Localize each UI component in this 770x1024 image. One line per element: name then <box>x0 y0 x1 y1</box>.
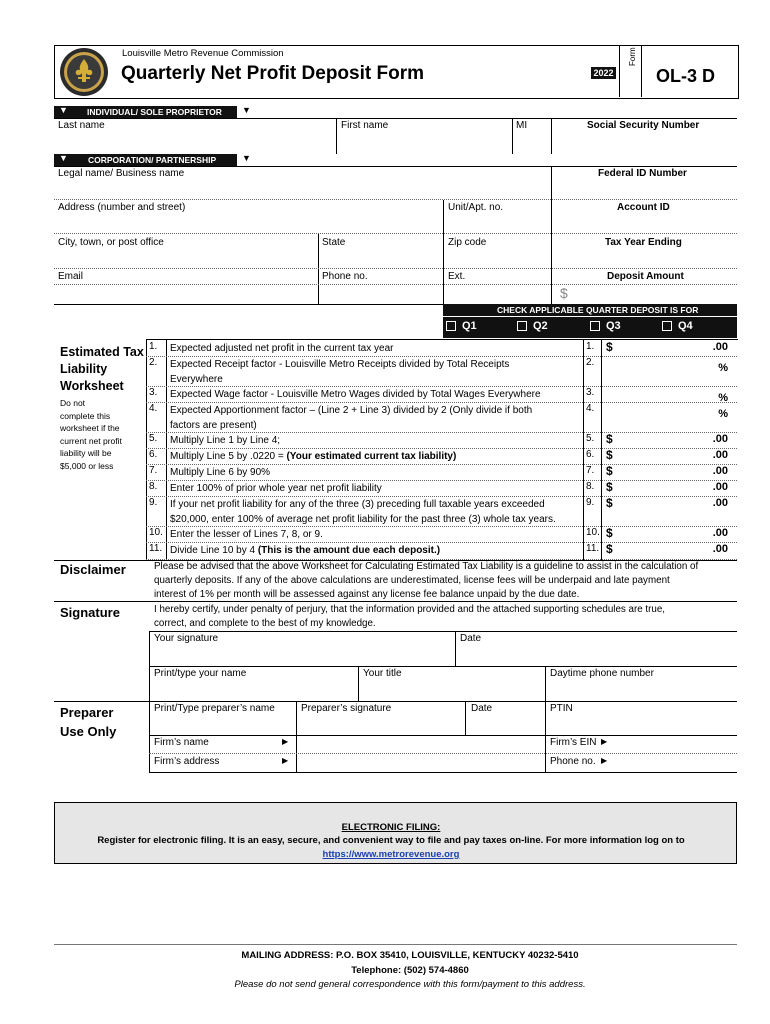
last-name-input[interactable] <box>55 132 335 152</box>
form-title: Quarterly Net Profit Deposit Form <box>121 63 424 84</box>
ws-line-text-main: Expected Receipt factor - Louisville Metro Receipts divided by Total Receipts <box>170 359 510 370</box>
corporation-label: CORPORATION/ PARTNERSHIP <box>88 155 217 165</box>
ws-line-text-bold: (Your estimated current tax liability) <box>286 451 457 462</box>
deposit-amount-input[interactable] <box>572 285 736 303</box>
header-divider <box>619 45 620 97</box>
ws-line-input[interactable] <box>620 481 700 494</box>
ws-line-number: 9. <box>149 497 158 508</box>
ws-line-number: 2. <box>149 357 158 368</box>
ws-line-ref: 2. <box>586 357 595 368</box>
mi-input[interactable] <box>513 132 550 152</box>
individual-arrow-left: ▼ <box>59 105 68 115</box>
state-input[interactable] <box>319 249 442 267</box>
worksheet-note <box>60 397 122 472</box>
quarter-divider <box>443 316 737 317</box>
section-divider <box>54 701 737 702</box>
ws-line-text-main: Divide Line 10 by 4 <box>170 545 258 556</box>
state-label: State <box>322 237 346 248</box>
triangle-right-icon: ▶ <box>601 756 608 765</box>
ptin-input[interactable] <box>546 715 736 733</box>
ws-line-dollar: $ <box>606 340 613 354</box>
efiling-text: Register for electronic filing. It is an easy, secure, and convenient way to file and pay taxes on-line. For more information log on to <box>97 835 685 846</box>
row-divider <box>54 118 737 119</box>
q1-label: Q1 <box>462 320 477 332</box>
ws-line-number: 10. <box>149 527 163 538</box>
ws-line-text-main: Multiply Line 6 by 90% <box>170 467 271 478</box>
phone-input[interactable] <box>319 285 442 303</box>
worksheet-note-line: $5,000 or less <box>60 460 114 471</box>
individual-label: INDIVIDUAL/ SOLE PROPRIETOR <box>87 107 222 117</box>
triangle-right-icon: ▶ <box>601 737 608 746</box>
ws-line-input[interactable] <box>620 387 700 400</box>
ws-line-ref: 1. <box>586 341 595 352</box>
worksheet-note-line: complete this <box>60 410 111 421</box>
ws-line-text <box>170 403 532 418</box>
ws-line-value: % <box>718 392 728 404</box>
your-signature-label: Your signature <box>154 633 219 644</box>
worksheet-title <box>60 344 144 395</box>
ws-line-input[interactable] <box>620 357 700 384</box>
firm-address-label: Firm’s address <box>154 756 220 767</box>
zip-label: Zip code <box>448 237 487 248</box>
ws-line-text-main: If your net profit liability for any of the three (3) preceding full taxable years exceeded <box>170 499 545 510</box>
ws-line-value: % <box>718 408 728 420</box>
daytime-phone-input[interactable] <box>546 680 736 700</box>
your-title-label: Your title <box>363 668 402 679</box>
legal-name-input[interactable] <box>55 180 550 198</box>
ws-line-value: .00 <box>712 527 728 539</box>
q2-label: Q2 <box>533 320 548 332</box>
seal-logo <box>59 47 109 97</box>
worksheet-title-l3: Worksheet <box>60 379 124 393</box>
agency-name: Louisville Metro Revenue Commission <box>122 48 284 59</box>
ws-line-number: 7. <box>149 465 158 476</box>
ws-line-text-main: Enter 100% of prior whole year net profit liability <box>170 483 382 494</box>
corporation-arrow-right: ▼ <box>242 153 251 163</box>
disclaimer-line: interest of 1% per month will be assessed against any license fee balance unpaid by the due date. <box>154 589 580 600</box>
ws-line-text-cont: $20,000, enter 100% of average net profit liability for the past three (3) whole tax years. <box>170 514 556 525</box>
q1-checkbox[interactable] <box>446 320 477 332</box>
ws-line-text-main: Multiply Line 1 by Line 4; <box>170 435 281 446</box>
v-divider <box>545 701 546 772</box>
corporation-arrow-left: ▼ <box>59 153 68 163</box>
ws-line-ref: 10. <box>586 527 600 538</box>
email-input[interactable] <box>55 285 317 303</box>
triangle-right-icon: ▶ <box>282 756 289 765</box>
footer-rule <box>54 944 737 945</box>
ws-line-text-main: Expected adjusted net profit in the current tax year <box>170 343 394 354</box>
ptin-label: PTIN <box>550 703 573 714</box>
efiling-title: ELECTRONIC FILING: <box>341 822 441 833</box>
footer-note: Please do not send general correspondence with this form/payment to this address. <box>234 979 586 990</box>
fein-input[interactable] <box>552 180 736 198</box>
worksheet-note-line: Do not <box>60 398 86 408</box>
form-label: Form <box>628 47 637 66</box>
ws-line-number: 11. <box>149 543 163 554</box>
sig-date-input[interactable] <box>456 645 736 665</box>
checkbox-icon <box>662 321 672 331</box>
ws-line-ref: 8. <box>586 481 595 492</box>
ws-line-number: 5. <box>149 433 158 444</box>
worksheet-title-l1: Estimated Tax <box>60 345 144 359</box>
ws-line-input[interactable] <box>620 433 700 446</box>
ws-line-text-cont: Everywhere <box>170 374 223 385</box>
preparer-name-label: Print/Type preparer’s name <box>154 703 275 714</box>
disclaimer-line: quarterly deposits. If any of the above calculations are underestimated, license fees will be underpaid and late payment <box>154 575 670 586</box>
ws-line-text <box>170 527 323 542</box>
firm-name-label: Firm’s name <box>154 737 209 748</box>
phone-label: Phone no. <box>322 271 368 282</box>
ws-line-ref: 3. <box>586 387 595 398</box>
daytime-phone-label: Daytime phone number <box>550 668 654 679</box>
sig-date-label: Date <box>460 633 482 644</box>
ws-line-number: 8. <box>149 481 158 492</box>
ws-line-ref: 6. <box>586 449 595 460</box>
worksheet-note-line: current net profit <box>60 435 122 446</box>
firm-ein-label: Firm’s EIN <box>550 737 597 748</box>
disclaimer-title: Disclaimer <box>60 562 126 577</box>
ws-line-number: 4. <box>149 403 158 414</box>
email-label: Email <box>58 271 84 282</box>
ws-line-value: .00 <box>712 433 728 445</box>
ws-line-text <box>170 341 393 356</box>
q4-checkbox[interactable] <box>662 320 693 332</box>
ws-line-value: .00 <box>712 465 728 477</box>
disclaimer-line: Please be advised that the above Worksheet for Calculating Estimated Tax Liability is a guideline to assist in the calculation of <box>154 561 699 572</box>
preparer-title-l2: Use Only <box>60 724 117 739</box>
row-divider <box>149 631 737 632</box>
preparer-signature-input[interactable] <box>297 715 464 733</box>
preparer-signature-label: Preparer’s signature <box>301 703 392 714</box>
ws-line-input[interactable] <box>620 403 700 430</box>
account-id-input[interactable] <box>552 214 736 232</box>
ws-line-text <box>170 433 280 448</box>
ws-line-text-cont: factors are present) <box>170 420 257 431</box>
ws-line-text <box>170 543 440 558</box>
ws-line-dollar: $ <box>606 542 613 556</box>
preparer-phone-input[interactable] <box>612 754 736 771</box>
efiling-link[interactable]: https://www.metrorevenue.org <box>322 849 460 860</box>
legal-name-label: Legal name/ Business name <box>58 168 185 179</box>
city-label: City, town, or post office <box>58 237 164 248</box>
q3-label: Q3 <box>606 320 621 332</box>
ws-line-input[interactable] <box>620 527 700 540</box>
firm-address-input[interactable] <box>297 754 544 771</box>
ws-line-text <box>170 357 509 372</box>
ws-line-dollar: $ <box>606 448 613 462</box>
ws-line-ref: 5. <box>586 433 595 444</box>
city-input[interactable] <box>55 249 317 267</box>
triangle-right-icon: ▶ <box>282 737 289 746</box>
certify-line: I hereby certify, under penalty of perjury, that the information provided and the attached supporting schedules are true, <box>154 604 666 615</box>
address-label: Address (number and street) <box>58 202 186 213</box>
row-divider <box>54 268 737 269</box>
preparer-title <box>60 703 116 741</box>
deposit-amount-label: Deposit Amount <box>607 271 684 282</box>
ws-line-dollar: $ <box>606 496 613 510</box>
ws-line-input[interactable] <box>620 449 700 462</box>
zip-input[interactable] <box>444 249 550 267</box>
ws-line-input[interactable] <box>620 341 700 354</box>
address-input[interactable] <box>55 214 442 232</box>
ws-line-text <box>170 481 382 496</box>
ws-line-value: % <box>718 362 728 374</box>
your-title-input[interactable] <box>359 680 544 700</box>
row-divider <box>54 233 737 234</box>
ws-line-dollar: $ <box>606 480 613 494</box>
ws-line-ref: 11. <box>586 543 600 554</box>
ssn-input[interactable] <box>552 132 736 152</box>
ws-line-dollar: $ <box>606 526 613 540</box>
q4-label: Q4 <box>678 320 693 332</box>
certify-line: correct, and complete to the best of my knowledge. <box>154 618 376 629</box>
ws-line-text <box>170 449 456 464</box>
preparer-date-label: Date <box>471 703 493 714</box>
ws-line-text-main: Expected Wage factor - Louisville Metro Wages divided by Total Wages Everywhere <box>170 389 541 400</box>
first-name-label: First name <box>341 120 389 131</box>
ws-line-number: 6. <box>149 449 158 460</box>
ws-line-value: .00 <box>712 497 728 509</box>
dollar-sign: $ <box>560 285 568 301</box>
ws-line-number: 3. <box>149 387 158 398</box>
print-name-label: Print/type your name <box>154 668 247 679</box>
row-divider <box>149 666 737 667</box>
mailing-address: MAILING ADDRESS: P.O. BOX 35410, LOUISVILLE, KENTUCKY 40232-5410 <box>241 950 579 961</box>
signature-title: Signature <box>60 605 120 620</box>
checkbox-icon <box>517 321 527 331</box>
ws-line-text-main: Enter the lesser of Lines 7, 8, or 9. <box>170 529 323 540</box>
section-divider <box>149 772 737 773</box>
ws-line-text <box>170 387 541 402</box>
first-name-input[interactable] <box>337 132 511 152</box>
mi-label: MI <box>516 120 528 131</box>
ws-line-ref: 4. <box>586 403 595 414</box>
q2-checkbox[interactable] <box>517 320 548 332</box>
ws-line-number: 1. <box>149 341 158 352</box>
quarter-header-label: CHECK APPLICABLE QUARTER DEPOSIT IS FOR <box>497 305 699 315</box>
row-divider <box>54 199 737 200</box>
row-divider <box>54 166 737 167</box>
preparer-name-input[interactable] <box>150 715 295 733</box>
ws-line-dollar: $ <box>606 464 613 478</box>
worksheet-title-l2: Liability <box>60 362 108 376</box>
preparer-phone-label: Phone no. <box>550 756 596 767</box>
ws-line-text <box>170 465 270 480</box>
footer-telephone: Telephone: (502) 574-4860 <box>351 965 469 976</box>
worksheet-note-line: liability will be <box>60 448 112 458</box>
preparer-date-input[interactable] <box>466 715 544 733</box>
ws-line-input[interactable] <box>620 543 700 557</box>
ws-line-text <box>170 497 545 512</box>
ws-line-text-main: Multiply Line 5 by .0220 = <box>170 451 287 462</box>
ws-line-input[interactable] <box>620 497 700 524</box>
firm-name-input[interactable] <box>297 736 544 753</box>
ws-line-value: .00 <box>712 449 728 461</box>
ws-line-ref: 7. <box>586 465 595 476</box>
unit-input[interactable] <box>444 214 550 232</box>
firm-ein-input[interactable] <box>612 736 736 753</box>
ws-line-input[interactable] <box>620 465 700 478</box>
header-divider-2 <box>641 45 642 97</box>
ws-line-value: .00 <box>712 481 728 493</box>
q3-checkbox[interactable] <box>590 320 621 332</box>
ws-line-value: .00 <box>712 543 728 555</box>
ws-line-dollar: $ <box>606 432 613 446</box>
individual-arrow-right: ▼ <box>242 105 251 115</box>
checkbox-icon <box>446 321 456 331</box>
print-name-input[interactable] <box>150 680 357 700</box>
worksheet-note-line: worksheet if the <box>60 423 120 433</box>
last-name-label: Last name <box>58 120 105 131</box>
ws-line-text-main: Expected Apportionment factor – (Line 2 + Line 3) divided by 2 (Only divide if both <box>170 405 533 416</box>
unit-label: Unit/Apt. no. <box>448 202 504 213</box>
form-code: OL-3 D <box>656 66 716 86</box>
ext-label: Ext. <box>448 271 466 282</box>
preparer-title-l1: Preparer <box>60 705 114 720</box>
account-id-label: Account ID <box>617 202 670 213</box>
ssn-label: Social Security Number <box>587 120 700 131</box>
tax-year-ending-input[interactable] <box>552 249 736 267</box>
fein-label: Federal ID Number <box>598 168 687 179</box>
form-year: 2022 <box>591 67 616 79</box>
ws-line-text-bold: (This is the amount due each deposit.) <box>257 545 441 556</box>
ext-input[interactable] <box>444 285 550 303</box>
ws-line-value: .00 <box>712 341 728 353</box>
tax-year-ending-label: Tax Year Ending <box>605 237 682 248</box>
section-divider <box>54 601 737 602</box>
ws-line-ref: 9. <box>586 497 595 508</box>
your-signature-input[interactable] <box>150 645 454 665</box>
checkbox-icon <box>590 321 600 331</box>
